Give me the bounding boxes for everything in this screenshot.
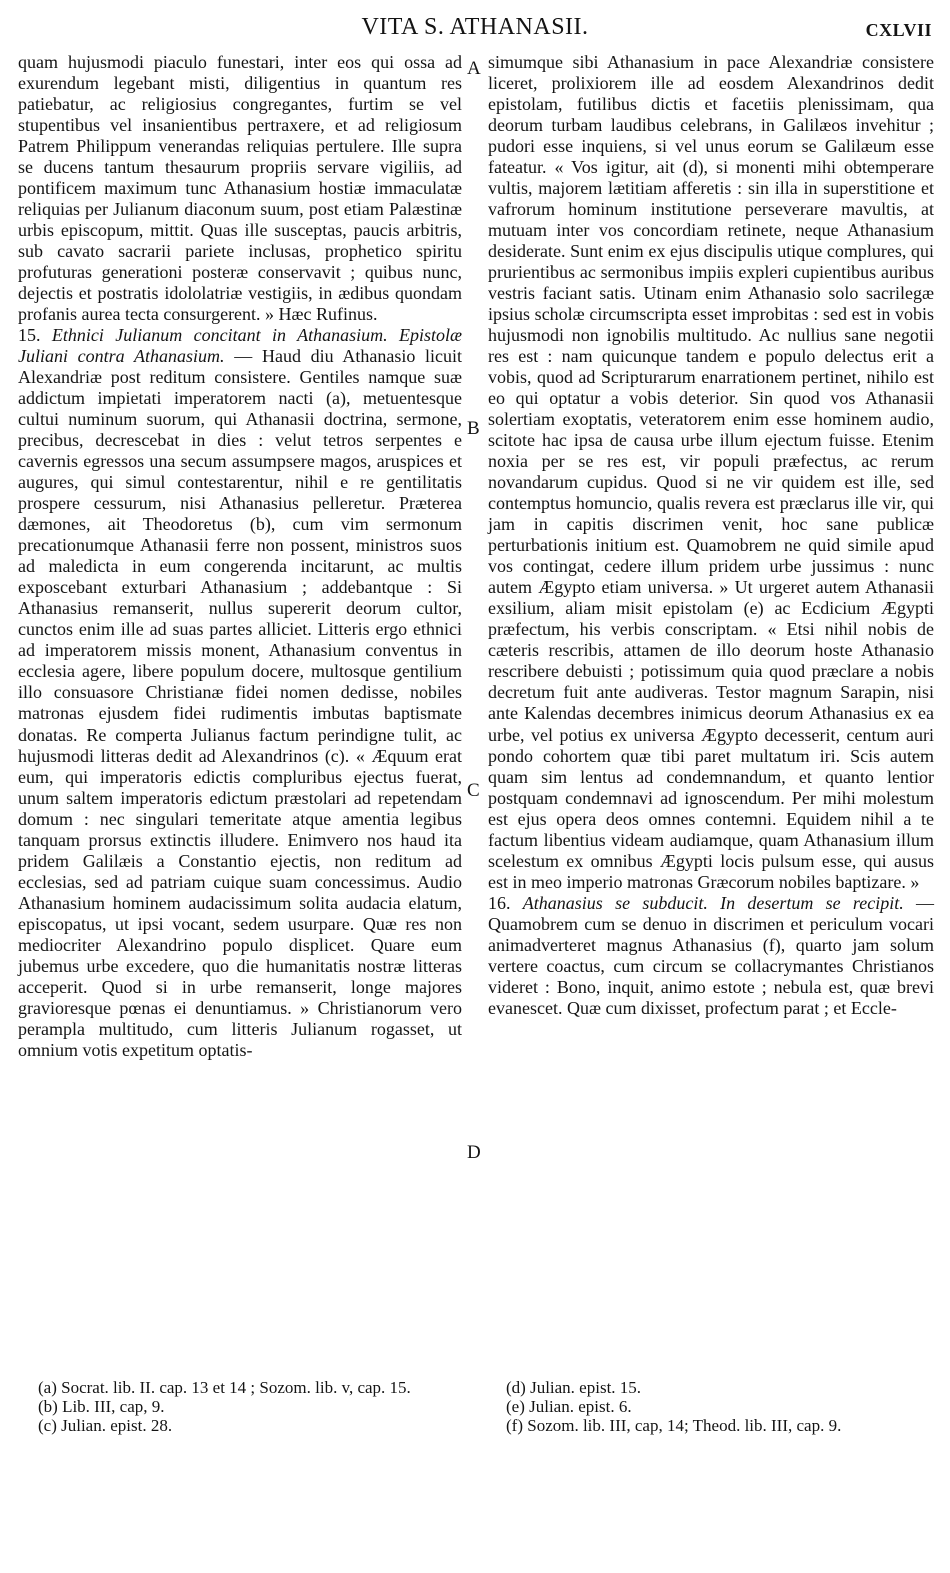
margin-letter-a: A xyxy=(467,58,481,79)
right-column xyxy=(488,52,934,1019)
margin-letter-b: B xyxy=(467,418,480,439)
footnote-d: (d) Julian. epist. 15. xyxy=(506,1378,642,1397)
page-header xyxy=(0,10,950,46)
section-16-number: 16. xyxy=(488,892,511,913)
margin-letter-c: C xyxy=(467,780,480,801)
section-16-text: — Quamobrem cum se denuo in discrimen et periculum vocari animadverteret magnus Athanasius (f), quarto jam solum vertere coactus, cum circum se collacrymantes Christianos videret : Bono, inquit, animo estote ; nebula est, quæ brevi evanescet. Quæ cum dixisset, profectum parat ; et Eccle- xyxy=(488,892,935,1018)
left-column xyxy=(18,52,462,1061)
footnotes-right xyxy=(506,1378,932,1435)
right-paragraph-1: simumque sibi Athanasium in pace Alexandriæ consistere liceret, prolixiorem ille ad eosdem Alexandrinos dedit epistolam, futilibus dictis et facetiis plenissimam, qua deorum turbam laudibus celebrans, in Galilæos invehitur ; pudori esse inquiens, si vel unus eorum se Galilæum esse fateatur. « Vos igitur, ait (d), si monenti mihi obtemperare vultis, majorem lætitiam afferetis : sin illa in superstitione et vafrorum hominum institutione perseverare mavultis, at mutuam inter vos concordiam retinete, neque Athanasium desiderate. Sunt enim ex ejus discipulis utique complures, qui prurientibus ac sermonibus impiis expleri cupientibus auribus vestris faciant satis. Utinam enim Athanasio solo sacrilegæ ipsius scholæ circumscripta esset improbitas : sed est in vobis hujusmodi non ignobilis multitudo. Ac nullius sane negotii res est : nam quicunque tandem e populo delectus erit a vobis, quod ad Scripturarum enarrationem pertinet, nihilo est eo qui optatur a vobis deterior. Sin quod vos Athanasii solertiam exoptatis, veteratorem enim esse hominem audio, scitote hac ipsa de causa urbe illum ejectum fuisse. Etenim noxia per se res est, vir populi præfectus, ac rerum novandarum cupidus. Quod si ne vir quidem est ille, sed contemptus homuncio, qualis revera est præclarus ille vir, qui jam in capitis discrimen venit, hoc sane publicæ perturbationis initium est. Quamobrem ne quid simile apud vos contingat, cedere illum pridem urbe jussimus : nunc autem Ægypto etiam universa. » Ut urgeret autem Athanasii exsilium, aliam misit epistolam (e) ac Ecdicium Ægypti præfectum, his verbis conscriptam. « Etsi nihil nobis de cæteris rescribis, attamen de illo deorum hoste Athanasio rescribere debuisti ; potissimum quia quod præclare a nobis decretum fuit ante audiveras. Testor magnum Sarapin, nisi ante Kalendas decembres inimicus deorum Athanasius ex ea urbe, vel potius ex universa Ægypto decesserit, centum auri pondo cohortem quæ tibi paret multatum iri. Scis autem quam sim lentus ad condemnandum, et quanto lentior postquam condemnavi ad ignoscendum. Per mihi molestum est ejus opera deos omnes contemni. Equidem nihil a te factum libentius videam audiamque, quam Athanasium illum scelestum ex omnibus Ægypti locis pulsum esse, qui ausus est in meo imperio matronas Græcorum nobiles baptizare. » xyxy=(488,52,934,892)
footnote-f: (f) Sozom. lib. III, cap, 14; Theod. lib. III, cap. 9. xyxy=(506,1416,842,1435)
page-number: CXLVII xyxy=(865,20,932,40)
footnote-a: (a) Socrat. lib. II. cap. 13 et 14 ; Sozom. lib. v, cap. 15. xyxy=(38,1378,411,1397)
footnote-e: (e) Julian. epist. 6. xyxy=(506,1397,632,1416)
section-15-number: 15. xyxy=(18,325,41,346)
margin-letter-d: D xyxy=(467,1142,481,1163)
section-16-title: Athanasius se subducit. In desertum se recipit. xyxy=(522,892,904,913)
footnote-c: (c) Julian. epist. 28. xyxy=(38,1416,173,1435)
section-16 xyxy=(488,893,934,1019)
running-title: VITA S. ATHANASII. xyxy=(361,14,589,40)
section-15-text: — Haud diu Athanasio licuit Alexandriæ post reditum consistere. Gentiles namque suæ addictum impietati imperatorem nacti (a), metuentesque cultui numinum suorum, qui Athanasii doctrina, sermone, precibus, decrescebat in dies : velut tetros serpentes e cavernis egressos una secum assumpsere magos, aruspices et augures, qui simul contestarentur, nihil e re gentilitatis prospere cessurum, nisi Athanasius pelleretur. Præterea dæmones, ait Theodoretus (b), cum vim sermonum precationumque Athanasii ferre non possent, ministros suos ad maledicta in eum congerenda incitarunt, ac multis exposcebant exturbari Athanasium ; addebantque : Si Athanasius remanserit, nullus supererit deorum cultor, cunctos enim ille ad suas partes alliciet. Litteris ergo ethnici ad imperatorem missis monent, Athanasium conventus in ecclesia agere, libere populum docere, multosque gentilium illo consuasore Christianæ fidei nomen dedisse, nobiles matronas ejusdem fidei rudimentis imbutas baptismate donatas. Re comperta Julianus factum perindigne tulit, ac hujusmodi litteras dedit ad Alexandrinos (c). « Æquum erat eum, qui imperatoris edictis compluribus ejectus fuerat, unum saltem imperatoris edictum præstolari ad repetendam domum : nec singulari temeritate atque amentia legibus tanquam prorsus extinctis illudere. Enimvero nos haud ita pridem Galilæis a Constantio ejectis, non reditum ad ecclesias, sed ad patriam cuique suam concessimus. Audio Athanasium hominem audacissimum solita audacia elatum, episcopatus, ut ipsi vocant, sedem usurpare. Quæ res non mediocriter Alexandrino populo displicet. Quare eum jubemus urbe excedere, quo die humanitatis nostræ litteras acceperit. Quod si in urbe remanserit, longe majores gravioresque pœnas ei denuntiamus. » Christianorum vero perampla multitudo, cum litteris Julianum rogasset, ut omnium votis expetitum optatis- xyxy=(18,346,463,1060)
left-paragraph-1: quam hujusmodi piaculo funestari, inter eos qui ossa ad exurendum legebant misti, diligentius in quantum res patiebatur, ac religiosius congregantes, furtim se vel stupentibus vel insanientibus pertraxere, et ad religiosum Patrem Philippum venerandas reliquias pertulere. Ille supra se ducens tantum thesaurum propriis servare vigiliis, ad pontificem maximum tunc Athanasium hostiæ immaculatæ reliquias per Julianum diaconum suum, post etiam Palæstinæ urbis episcopum, mittit. Quas ille susceptas, paucis arbitris, sub cavato sacrarii pariete inclusas, prophetico spiritu profuturas generationi posteræ conservavit ; quibus nunc, dejectis et postratis idololatriæ vestigiis, in ædibus quondam profanis aurea tecta consurgerent. » Hæc Rufinus. xyxy=(18,52,462,325)
section-15 xyxy=(18,325,462,1061)
footnote-b: (b) Lib. III, cap, 9. xyxy=(38,1397,165,1416)
footnotes-left xyxy=(38,1378,462,1435)
section-15-title: Ethnici Julianum concitant in Athanasium. Epistolæ Juliani contra Athanasium. xyxy=(18,325,462,367)
